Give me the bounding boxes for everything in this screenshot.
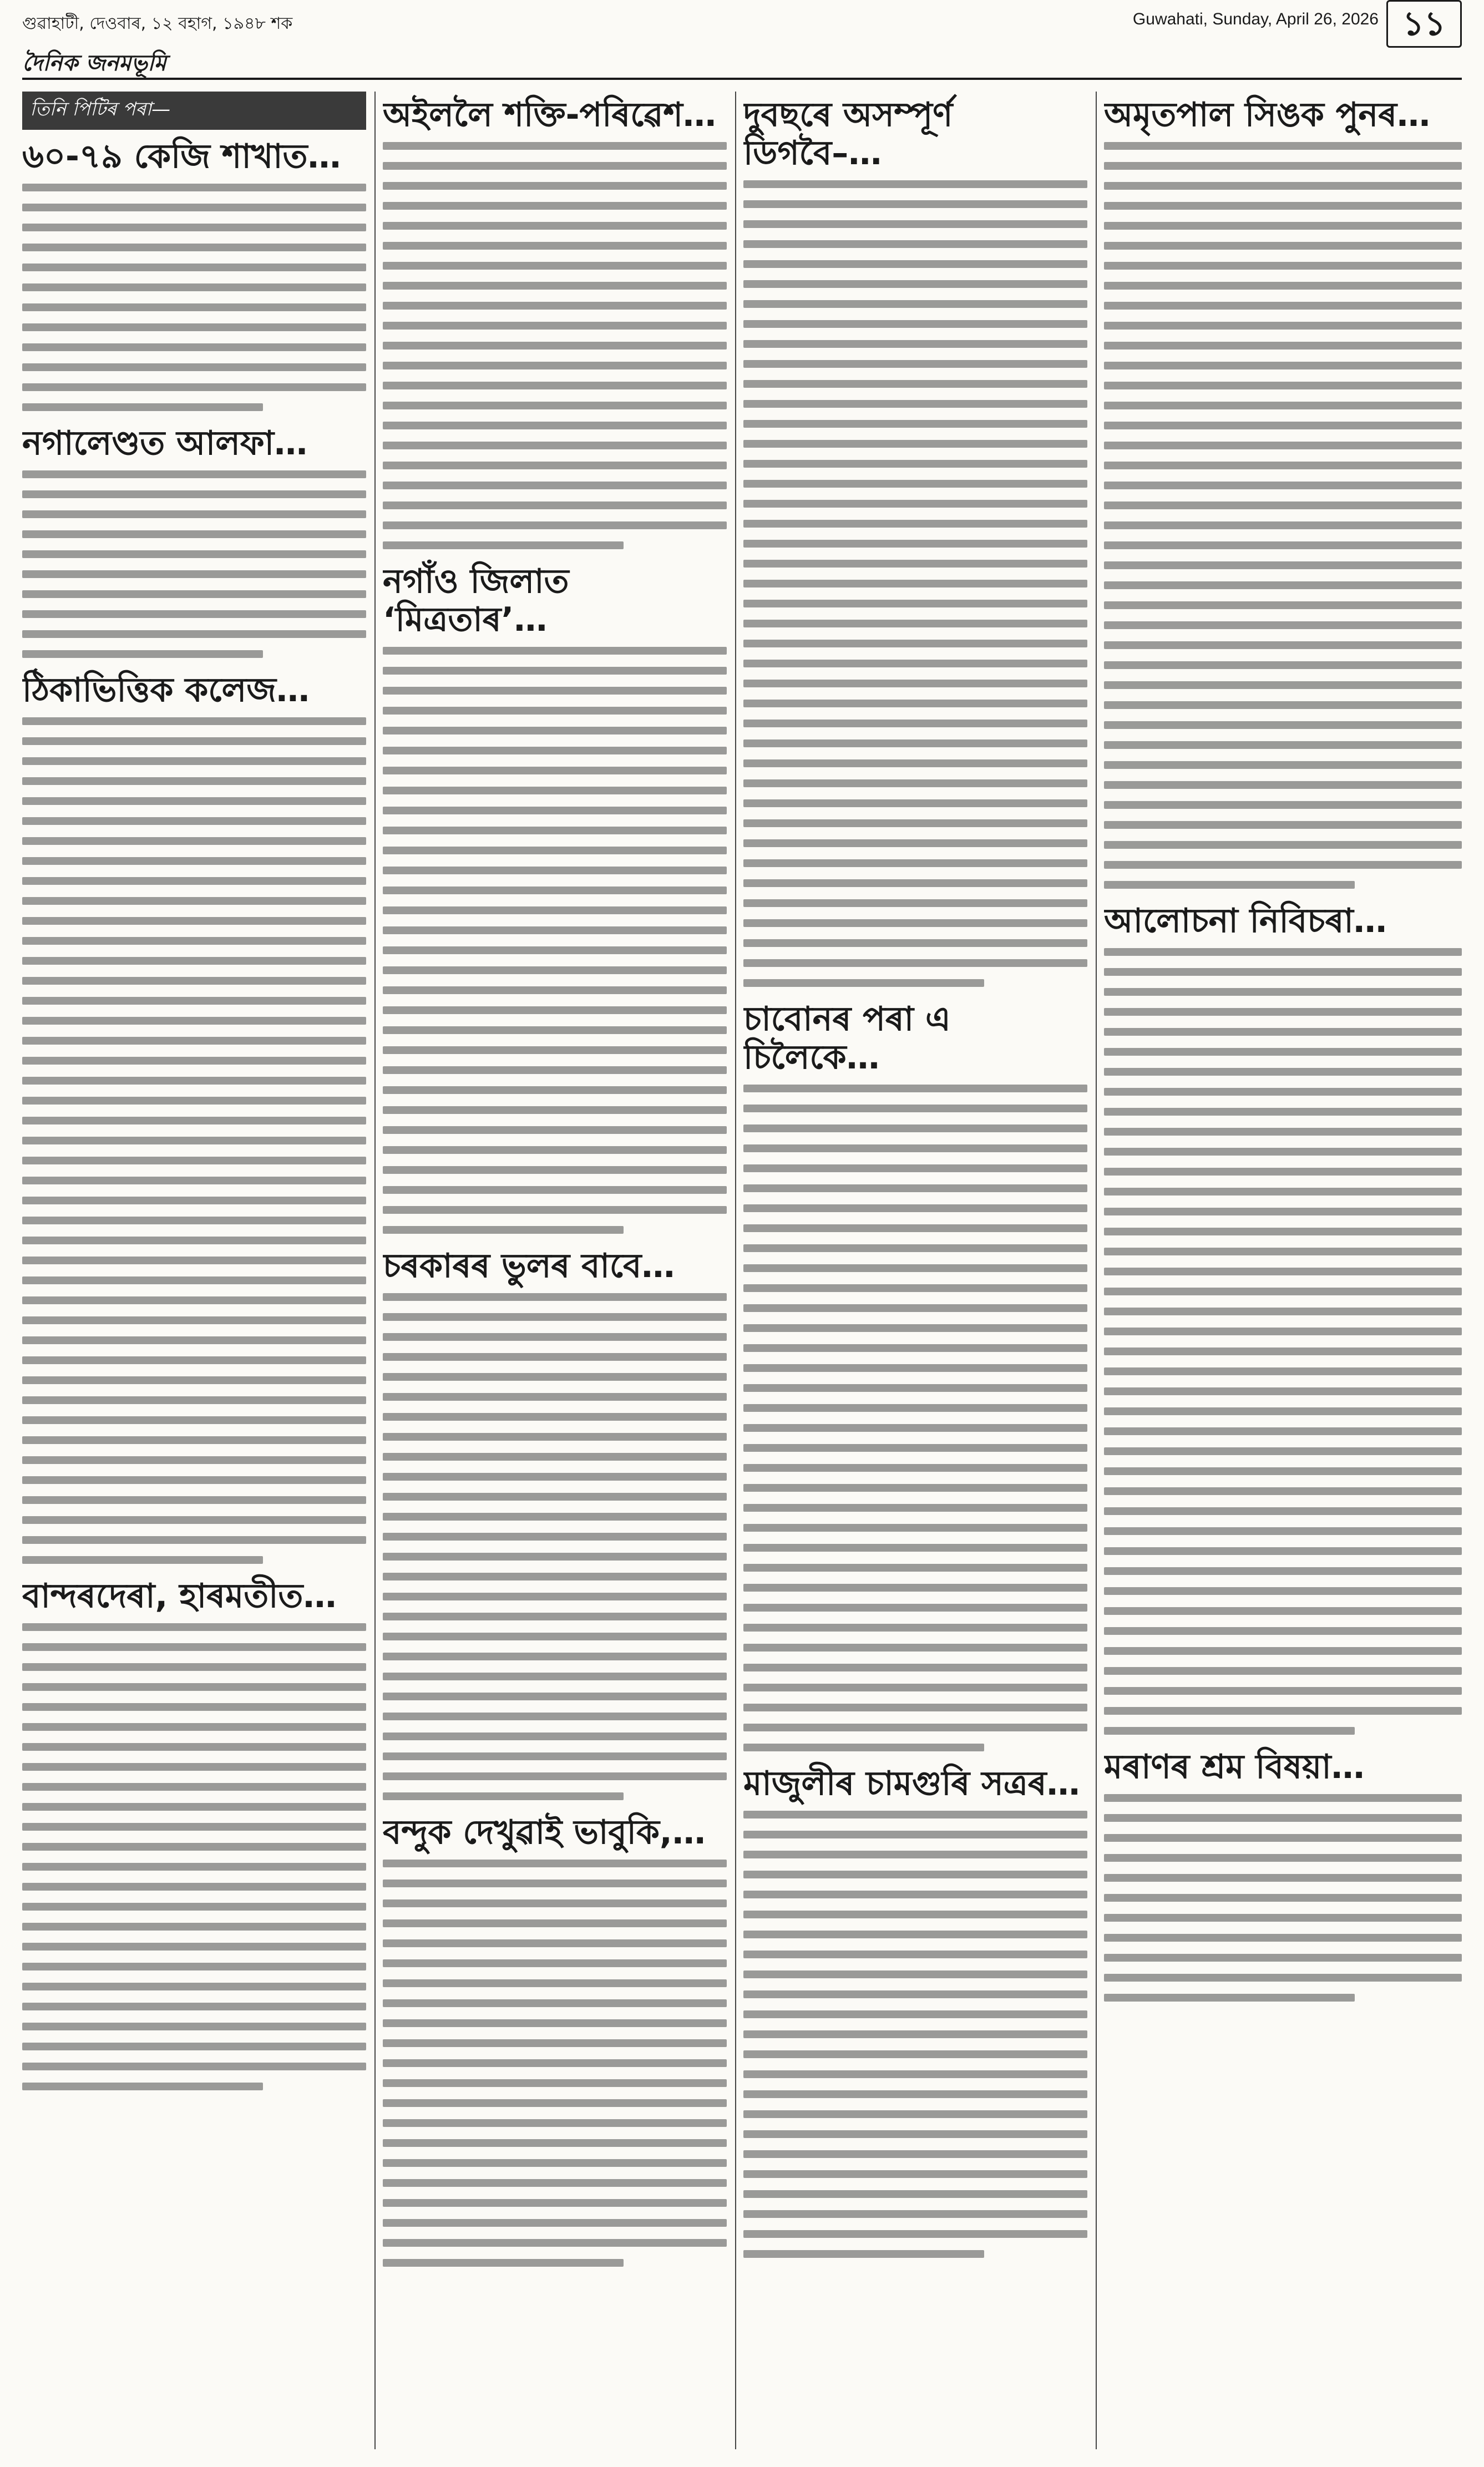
headline: ঠিকাভিত্তিক কলেজ… (22, 671, 310, 710)
headline: ৬০-৭৯ কেজি শাখাত… (22, 137, 341, 176)
headline: আলোচনা নিবিচৰা… (1104, 901, 1387, 940)
column-divider (735, 92, 736, 2449)
masthead (22, 0, 1462, 83)
paper-name: দৈনিক জনমভূমি (22, 50, 166, 76)
headline: বান্দৰদেৰা, হাৰমতীত… (22, 1577, 337, 1615)
story (383, 96, 727, 549)
story (1104, 96, 1462, 889)
headline: নগাঁও জিলাত ‘মিত্ৰতাৰ’… (383, 562, 569, 639)
headline: অইললৈ শক্তি-পৰিৱেশ… (383, 95, 716, 134)
column-divider (374, 92, 376, 2449)
dateline-left: গুৱাহাটী, দেওবাৰ, ১২ বহাগ, ১৯৪৮ শক (22, 14, 293, 33)
story (743, 1765, 1087, 2258)
story (383, 1247, 727, 1800)
story (22, 138, 366, 411)
column-divider (1096, 92, 1097, 2449)
headline: নগালেণ্ডত আলফা… (22, 424, 308, 463)
headline: মৰাণৰ শ্ৰম বিষয়া… (1104, 1747, 1365, 1786)
headline: চৰকাৰৰ ভুলৰ বাবে… (383, 1247, 675, 1285)
column-4 (1104, 92, 1462, 2449)
story (22, 671, 366, 1564)
masthead-rule (22, 78, 1462, 80)
column-2 (383, 92, 727, 2449)
story (22, 1577, 366, 2090)
story (743, 96, 1087, 987)
headline: বন্দুক দেখুৱাই ভাবুকি,… (383, 1813, 706, 1852)
story (1104, 1748, 1462, 2002)
story (22, 424, 366, 658)
story (383, 1813, 727, 2267)
headline: অমৃতপাল সিঙক পুনৰ… (1104, 95, 1431, 134)
column-1 (22, 92, 366, 2449)
story (383, 563, 727, 1234)
headline: দুবছৰে অসম্পূৰ্ণ ডিগবৈ–… (743, 95, 953, 173)
headline: চাবোনৰ পৰা এ চিলৈকে… (743, 1000, 951, 1077)
headline: মাজুলীৰ চামগুৰি সত্ৰৰ… (743, 1764, 1080, 1803)
dateline-right: Guwahati, Sunday, April 26, 2026 (1132, 10, 1379, 28)
story (743, 1000, 1087, 1751)
story (1104, 902, 1462, 1735)
page-number: ১১ (1386, 0, 1462, 48)
column-3 (743, 92, 1087, 2449)
section-kicker: তিনি পিটিৰ পৰা— (22, 92, 366, 130)
